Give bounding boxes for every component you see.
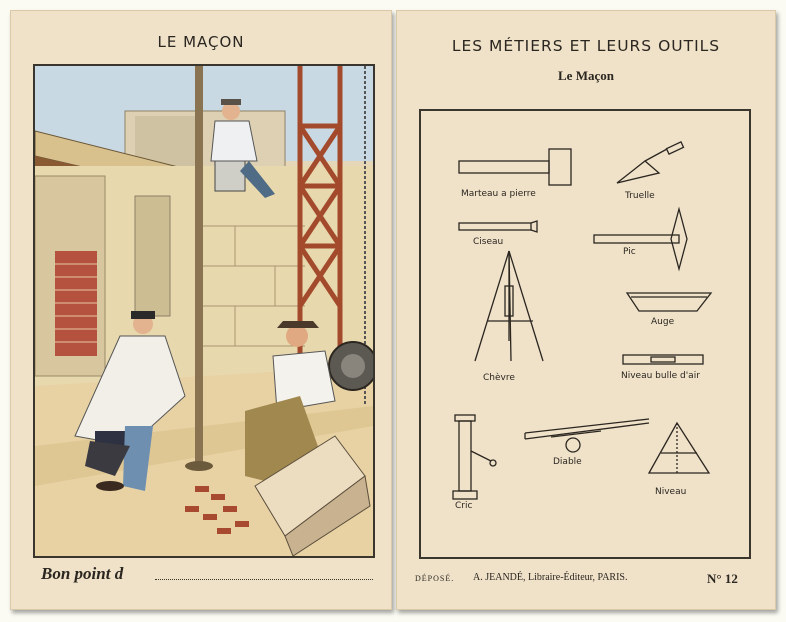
tool-label-pic: Pic [623,247,636,257]
tools-frame [419,109,751,559]
hammer-icon [459,149,571,185]
tool-label-niveau-bulle: Niveau bulle d'air [621,371,700,381]
tool-label-cric: Cric [455,501,473,511]
tool-label-niveau: Niveau [655,487,687,497]
pick-icon [594,209,687,269]
mason-illustration [33,64,375,558]
hand-truck-icon [525,419,649,452]
card-title: LE MAÇON [157,33,245,51]
footer-publisher: A. JEANDÉ, Libraire-Éditeur, PARIS. [473,572,628,583]
bon-point-text: Bon point d [41,564,124,583]
spirit-level-icon [623,355,703,364]
tripod-icon [475,251,543,361]
tool-label-marteau: Marteau a pierre [461,189,536,199]
footer-depose: DÉPOSÉ. [415,574,455,583]
trough-icon [627,293,711,311]
chisel-icon [459,221,537,232]
trowel-icon [617,142,684,183]
right-card [396,10,776,610]
tool-label-auge: Auge [651,317,675,327]
tool-label-truelle: Truelle [625,191,655,201]
card-number: N° 12 [707,571,738,586]
jack-icon [453,415,496,499]
card-subtitle: Le Maçon [558,68,614,83]
tool-label-diable: Diable [553,457,582,467]
a-frame-level-icon [649,423,709,473]
tool-label-ciseau: Ciseau [473,237,504,247]
tool-label-chevre: Chèvre [483,373,515,383]
card-title-series: LES MÉTIERS ET LEURS OUTILS [451,37,721,55]
dotted-line [155,579,373,580]
left-card [10,10,392,610]
